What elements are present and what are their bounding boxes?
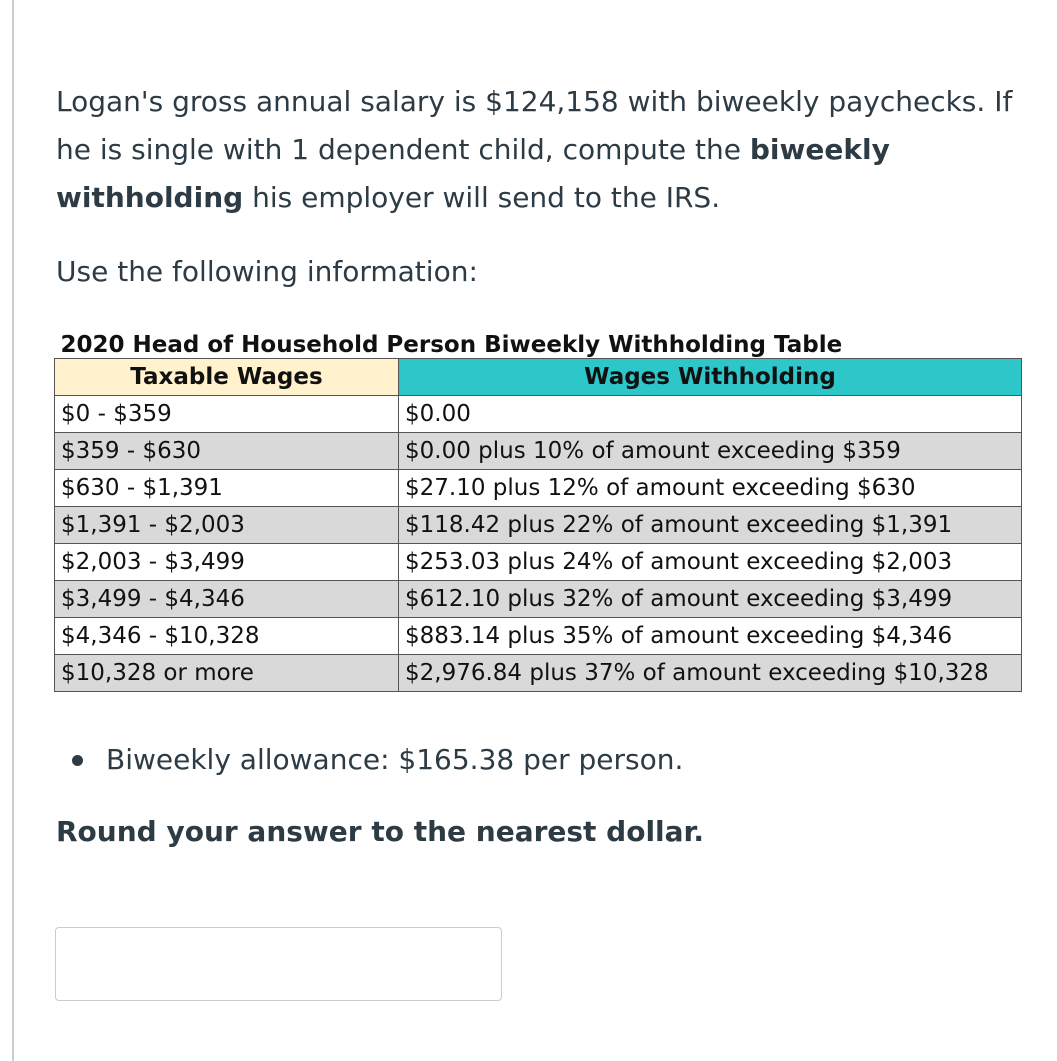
wages-cell: $3,499 - $4,346 xyxy=(55,580,399,617)
withholding-cell: $0.00 xyxy=(399,395,1022,432)
table-row xyxy=(55,506,1022,543)
table-row xyxy=(55,469,1022,506)
table-row xyxy=(55,654,1022,691)
wages-cell: $359 - $630 xyxy=(55,432,399,469)
wages-cell: $1,391 - $2,003 xyxy=(55,506,399,543)
table-row xyxy=(55,617,1022,654)
table-title-row xyxy=(55,320,1022,358)
withholding-cell: $27.10 plus 12% of amount exceeding $630 xyxy=(399,469,1022,506)
info-bullet-list xyxy=(56,738,683,782)
question-text xyxy=(56,78,1016,222)
table-row xyxy=(55,580,1022,617)
instruction-text: Use the following information: xyxy=(56,255,478,288)
wages-cell: $630 - $1,391 xyxy=(55,469,399,506)
answer-input[interactable] xyxy=(55,927,502,1001)
content-left-border xyxy=(12,0,14,1061)
header-taxable-wages: Taxable Wages xyxy=(55,358,399,395)
table-title: 2020 Head of Household Person Biweekly Withholding Table xyxy=(60,331,843,358)
withholding-cell: $2,976.84 plus 37% of amount exceeding $10,328 xyxy=(399,654,1022,691)
withholding-cell: $253.03 plus 24% of amount exceeding $2,003 xyxy=(399,543,1022,580)
wages-cell: $2,003 - $3,499 xyxy=(55,543,399,580)
withholding-cell: $118.42 plus 22% of amount exceeding $1,391 xyxy=(399,506,1022,543)
withholding-table xyxy=(54,320,1022,692)
table-row xyxy=(55,395,1022,432)
table-header-row xyxy=(55,358,1022,395)
withholding-cell: $883.14 plus 35% of amount exceeding $4,346 xyxy=(399,617,1022,654)
wages-cell: $4,346 - $10,328 xyxy=(55,617,399,654)
table-row xyxy=(55,432,1022,469)
wages-cell: $10,328 or more xyxy=(55,654,399,691)
header-wages-withholding: Wages Withholding xyxy=(399,358,1022,395)
question-text-before: Logan's gross annual salary is $124,158 with biweekly paychecks. If he is single with 1 dependent child, compute the xyxy=(56,85,1013,166)
allowance-bullet: Biweekly allowance: $165.38 per person. xyxy=(56,738,683,782)
question-bold-phrase: biweekly withholding xyxy=(56,133,890,214)
table-row xyxy=(55,543,1022,580)
withholding-cell: $0.00 plus 10% of amount exceeding $359 xyxy=(399,432,1022,469)
rounding-instruction: Round your answer to the nearest dollar. xyxy=(56,815,705,848)
question-text-after: his employer will send to the IRS. xyxy=(243,181,721,214)
wages-cell: $0 - $359 xyxy=(55,395,399,432)
withholding-cell: $612.10 plus 32% of amount exceeding $3,499 xyxy=(399,580,1022,617)
